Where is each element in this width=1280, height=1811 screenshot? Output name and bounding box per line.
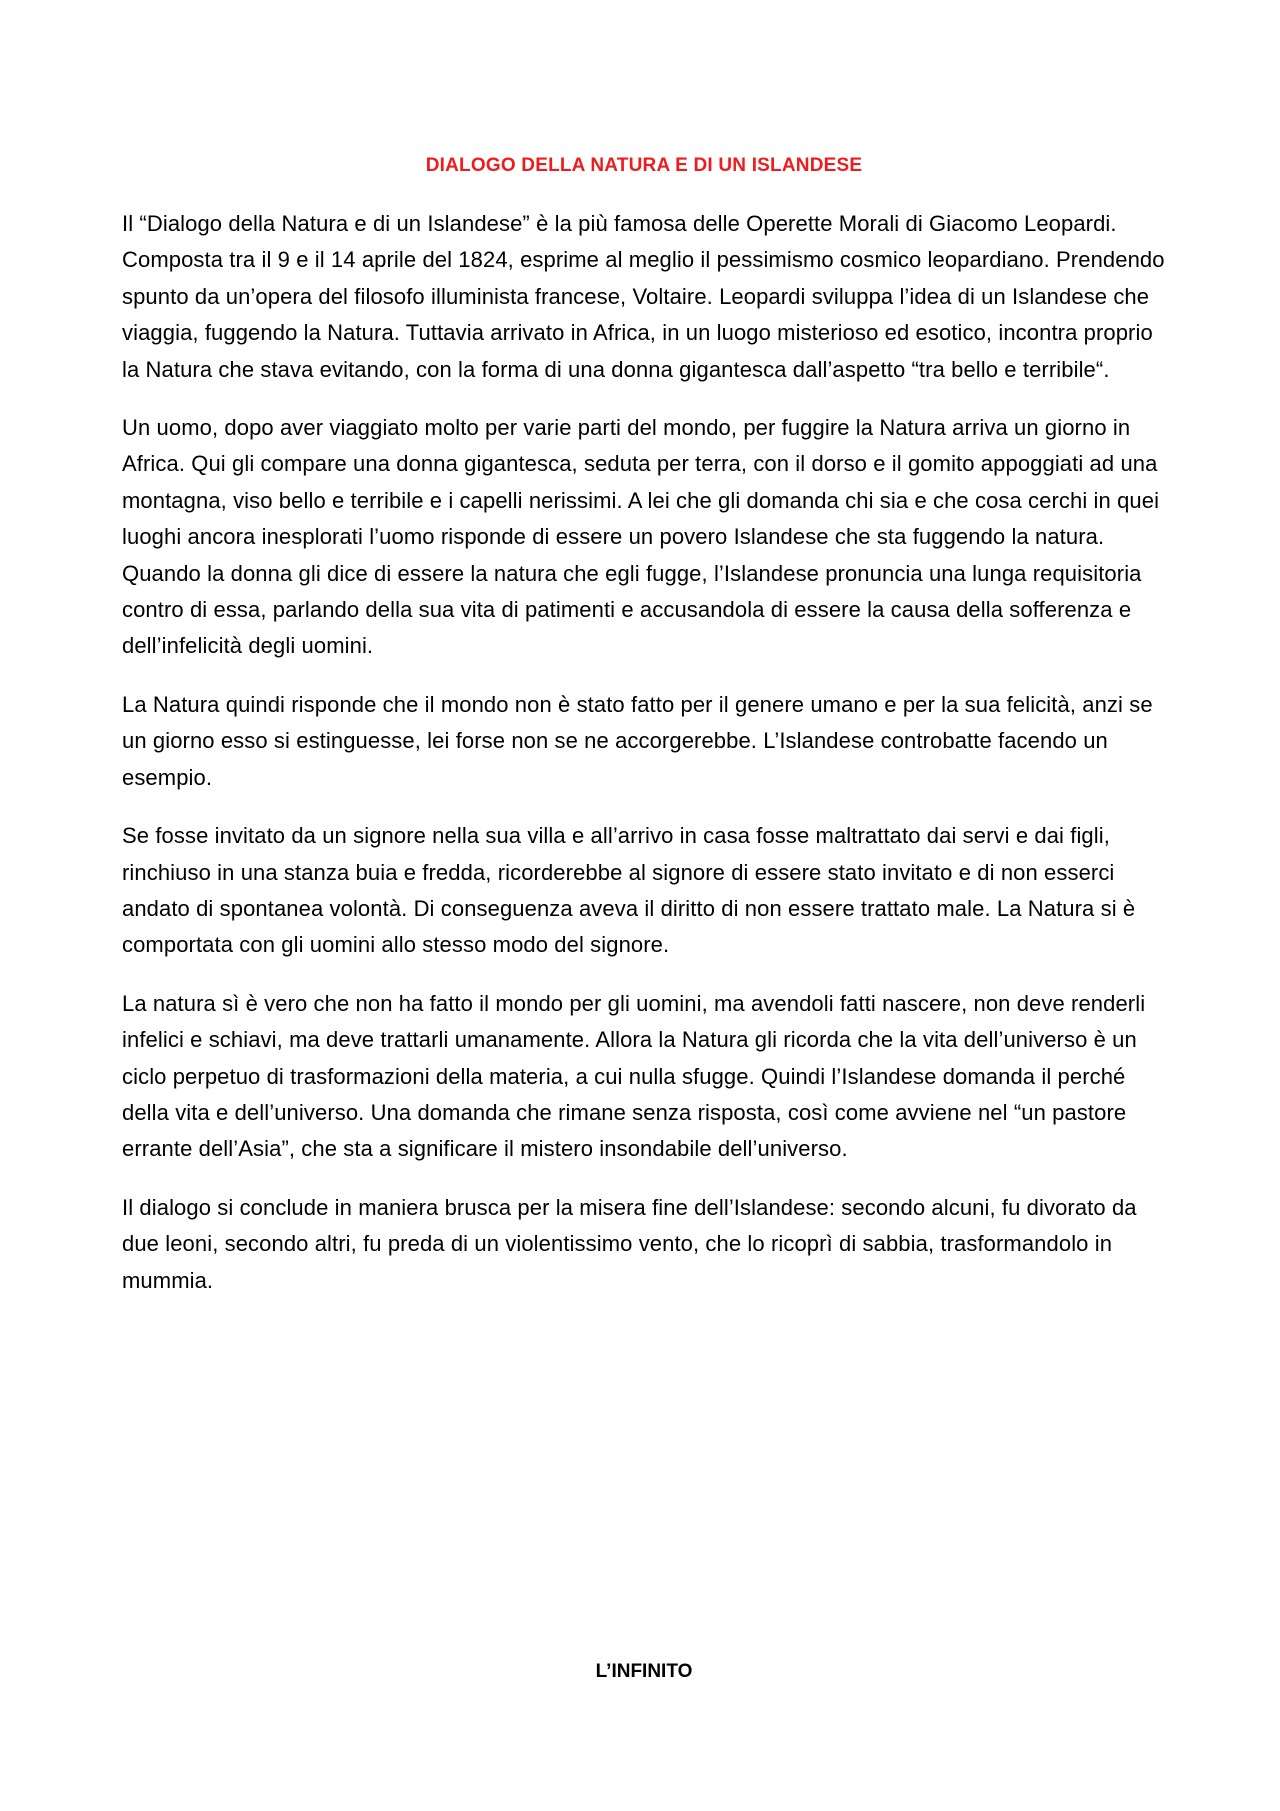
next-section-title: L’INFINITO — [595, 1661, 693, 1682]
document-title: DIALOGO DELLA NATURA E DI UN ISLANDESE — [425, 155, 863, 176]
paragraph-universe: La natura sì è vero che non ha fatto il mondo per gli uomini, ma avendoli fatti nascere, non deve renderli infelici e schiavi, ma deve trattarli umanamente. Allora la Natura gli ricorda che la vita dell’universo è un ciclo perpetuo di trasformazioni della materia, a cui nulla sfugge. Quindi l’Islandese domanda il perché della vita e dell’universo. Una domanda che rimane senza risposta, così come avviene nel “un pastore errante dell’Asia”, che sta a significare il mistero insondabile dell’universo. — [122, 990, 1146, 1162]
paragraph-intro: Il “Dialogo della Natura e di un Islandese” è la più famosa delle Operette Morali di Giacomo Leopardi. Composta tra il 9 e il 14 aprile del 1824, esprime al meglio il pessimismo cosmico leopardiano. Prendendo spunto da un’opera del filosofo illuminista francese, Voltaire. Leopardi sviluppa l’idea di un Islandese che viaggia, fuggendo la Natura. Tuttavia arrivato in Africa, in un luogo misterioso ed esotico, incontra proprio la Natura che stava evitando, con la forma di una donna gigantesca dall’aspetto “tra bello e terribile“. — [122, 211, 1165, 382]
paragraph-encounter: Un uomo, dopo aver viaggiato molto per varie parti del mondo, per fuggire la Natura arriva un giorno in Africa. Qui gli compare una donna gigantesca, seduta per terra, con il dorso e il gomito appoggiati ad una montagna, viso bello e terribile e i capelli nerissimi. A lei che gli domanda chi sia e che cosa cerchi in quei luoghi ancora inesplorati l’uomo risponde di essere un povero Islandese che sta fuggendo la natura. Quando la donna gli dice di essere la natura che egli fugge, l’Islandese pronuncia una lunga requisitoria contro di essa, parlando della sua vita di patimenti e accusandola di essere la causa della sofferenza e dell’infelicità degli uomini. — [122, 415, 1160, 659]
document-body — [122, 206, 1166, 1321]
paragraph-conclusion: Il dialogo si conclude in maniera brusca per la misera fine dell’Islandese: secondo alcuni, fu divorato da due leoni, secondo altri, fu preda di un violentissimo vento, che lo ricoprì di sabbia, trasformandolo in mummia. — [122, 1194, 1137, 1293]
paragraph-nature-reply: La Natura quindi risponde che il mondo non è stato fatto per il genere umano e per la sua felicità, anzi se un giorno esso si estinguesse, lei forse non se ne accorgerebbe. L’Islandese controbatte facendo un esempio. — [122, 691, 1153, 790]
paragraph-example: Se fosse invitato da un signore nella sua villa e all’arrivo in casa fosse maltrattato dai servi e dai figli, rinchiuso in una stanza buia e fredda, ricorderebbe al signore di essere stato invitato e di non esserci andato di spontanea volontà. Di conseguenza aveva il diritto di non essere trattato male. La Natura si è comportata con gli uomini allo stesso modo del signore. — [122, 823, 1136, 958]
